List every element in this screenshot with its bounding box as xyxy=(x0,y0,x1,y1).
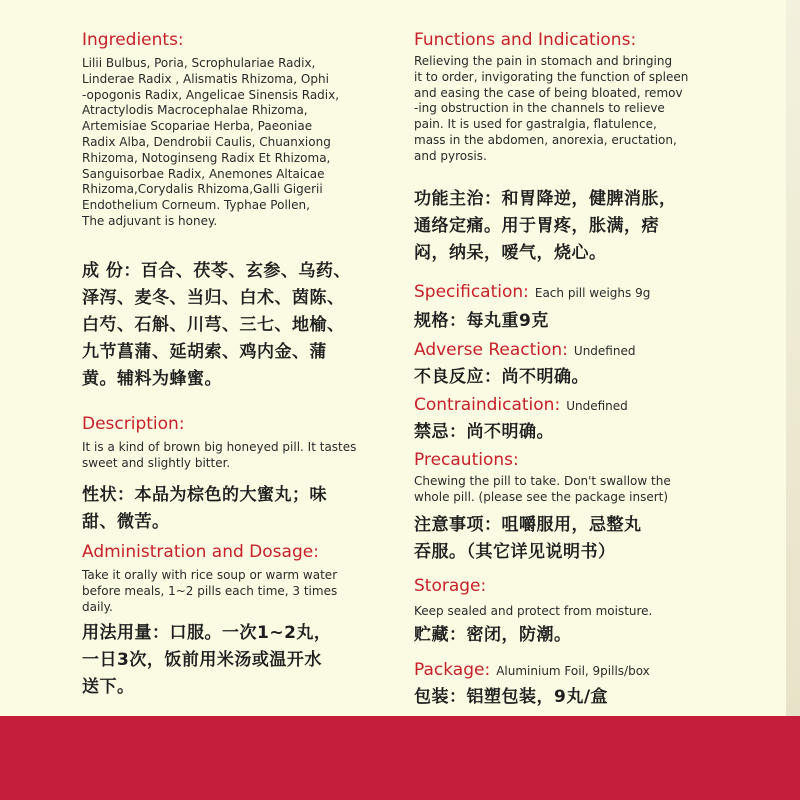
package-cn: 包装：铝塑包装，9丸/盒 xyxy=(414,687,609,707)
specification-heading xyxy=(414,282,650,303)
red-bottom-band xyxy=(0,716,800,800)
ingredients-heading: Ingredients: xyxy=(82,30,184,50)
storage-section xyxy=(414,576,652,620)
dosage-cn: 用法用量：口服。一次1~2丸， 一日3次，饭前用米汤或温开水 送下。 xyxy=(82,623,332,697)
precautions-en: Chewing the pill to take. Don't swallow the whole pill. (please see the package insert) xyxy=(414,474,671,504)
adverse-label: Adverse Reaction: xyxy=(414,340,568,360)
ingredients-en: Lilii Bulbus, Poria, Scrophulariae Radix, Linderae Radix , Alismatis Rhizoma, Ophi -opogonis Radix, Angelicae Sinensis Radix, Atractylodis Macrocephalae Rhizoma, Artemisiae Scopariae Herba, Paeoniae Radix Alba, Dendrobii Caulis, Chuanxiong Rhizoma, Notoginseng Radix Et Rhizoma, Sanguisorbae Radix, Anemones Altaicae Rhizoma,Corydalis Rhizoma,Galli Gigerii Endothelium Corneum. Typhae Pollen, The adjuvant is honey. xyxy=(82,56,340,228)
functions-heading: Functions and Indications: xyxy=(414,30,637,50)
package-heading xyxy=(414,660,650,681)
storage-heading: Storage: xyxy=(414,576,487,596)
contraindication-cn: 禁忌：尚不明确。 xyxy=(414,422,554,442)
contraindication-value: Undefined xyxy=(566,399,628,413)
functions-en: Relieving the pain in stomach and bringing it to order, invigorating the function of spleen and easing the case of being bloated, remov -ing obstruction in the channels to relieve pain. It is used for gastralgia, flatulence, mass in the abdomen, anorexia, eructation, and pyrosis. xyxy=(414,54,689,163)
ingredients-cn: 成 份：百合、茯苓、玄参、乌药、 泽泻、麦冬、当归、白术、茵陈、 白芍、石斛、川芎、三七、地榆、 九节菖蒲、延胡索、鸡内金、蒲 黄。辅料为蜂蜜。 xyxy=(82,261,351,389)
storage-cn: 贮藏：密闭，防潮。 xyxy=(414,625,572,645)
description-section xyxy=(82,414,356,472)
contraindication-label: Contraindication: xyxy=(414,395,561,415)
package-label: Package: xyxy=(414,660,491,680)
dosage-section xyxy=(82,542,337,615)
specification-label: Specification: xyxy=(414,282,529,302)
adverse-cn: 不良反应：尚不明确。 xyxy=(414,367,589,387)
description-en: It is a kind of brown big honeyed pill. It tastes sweet and slightly bitter. xyxy=(82,440,357,470)
dosage-en: Take it orally with rice soup or warm water before meals, 1~2 pills each time, 3 times daily. xyxy=(82,568,338,614)
package-value: Aluminium Foil, 9pills/box xyxy=(496,664,650,678)
specification-value: Each pill weighs 9g xyxy=(534,286,651,300)
box-side-edge xyxy=(786,0,800,716)
adverse-heading xyxy=(414,340,635,361)
precautions-section xyxy=(414,450,671,506)
ingredients-section xyxy=(82,30,339,230)
dosage-heading: Administration and Dosage: xyxy=(82,542,319,562)
adverse-value: Undefined xyxy=(573,344,636,358)
specification-cn: 规格：每丸重9克 xyxy=(414,311,549,331)
precautions-heading: Precautions: xyxy=(414,450,519,470)
description-heading: Description: xyxy=(82,414,185,434)
functions-section xyxy=(414,30,688,165)
description-cn: 性状：本品为棕色的大蜜丸；味 甜、微苦。 xyxy=(82,485,327,532)
contraindication-heading xyxy=(414,395,628,416)
functions-cn: 功能主治：和胃降逆，健脾消胀， 通络定痛。用于胃疼，胀满，痞 闷，纳呆，嗳气，烧心。 xyxy=(414,189,677,263)
storage-en: Keep sealed and protect from moisture. xyxy=(414,604,653,618)
precautions-cn: 注意事项：咀嚼服用，忌整丸 吞服。（其它详见说明书） xyxy=(414,515,642,562)
